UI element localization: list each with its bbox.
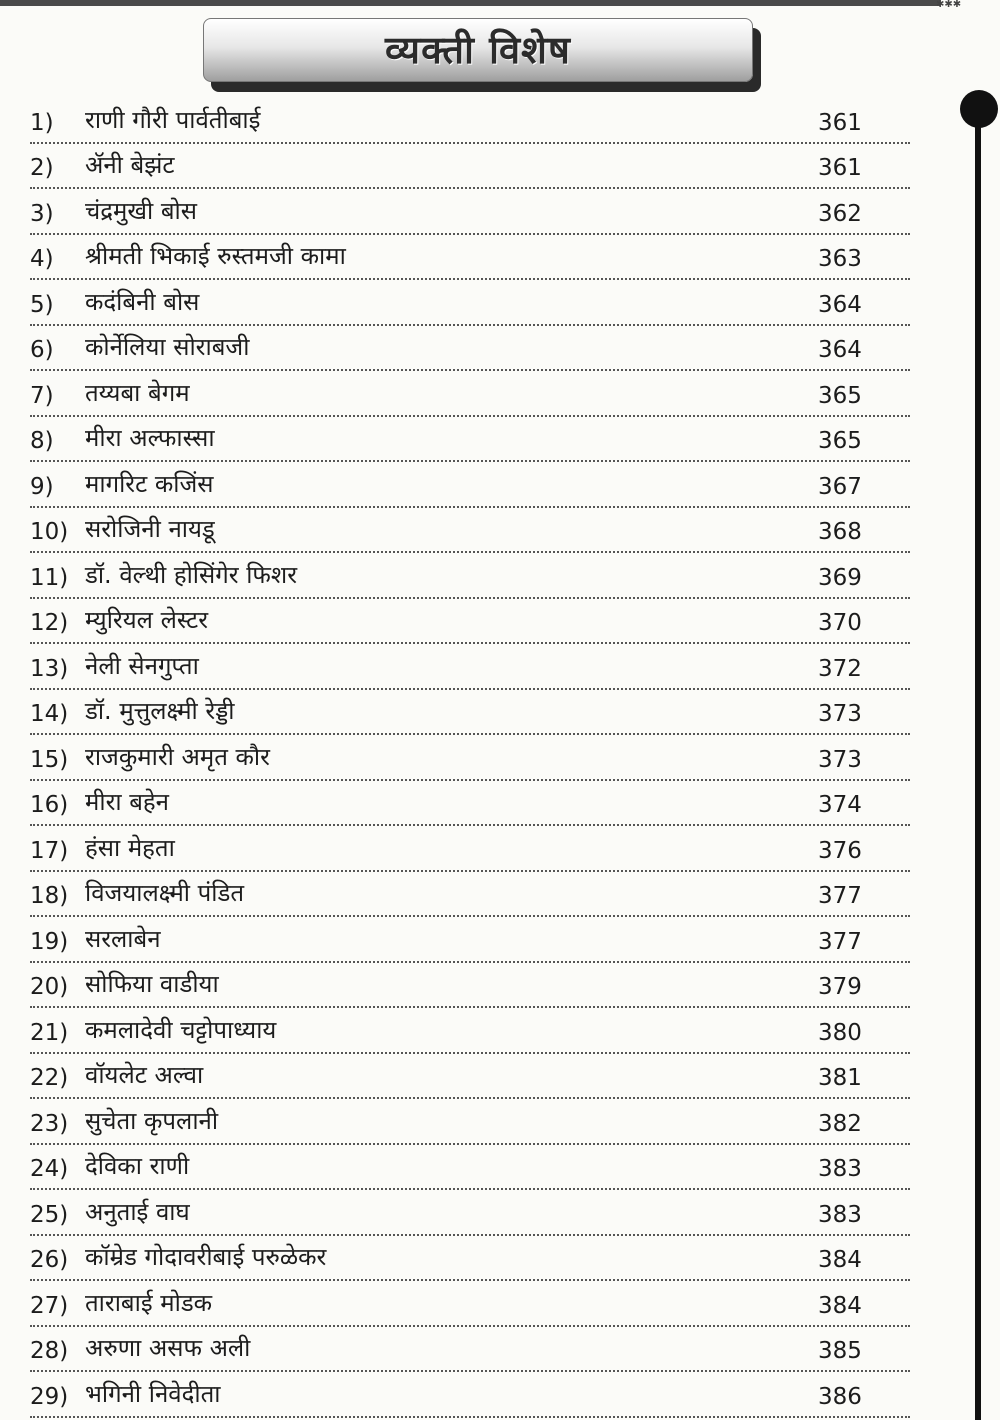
entry-number: 16) [30,792,69,818]
entry-page-number: 364 [818,337,862,363]
entry-name: म्युरियल लेस्टर [85,606,209,634]
entry-number: 9) [30,473,54,500]
entry-page-number: 384 [818,1247,862,1273]
toc-entry[interactable] [30,189,910,235]
toc-entry[interactable] [30,462,910,508]
toc-entry[interactable] [30,917,910,963]
entry-name: राणी गौरी पार्वतीबाई [85,105,261,134]
entry-page-number: 361 [818,109,862,136]
entry-number: 1) [30,109,54,136]
entry-page-number: 374 [818,792,862,818]
entry-number: 10) [30,519,69,545]
entry-number: 27) [30,1292,69,1319]
entry-name: श्रीमती भिकाई रुस्तमजी कामा [85,242,346,270]
entry-name: कोर्नेलिया सोराबजी [85,333,250,361]
toc-entry[interactable] [30,326,910,372]
table-of-contents [30,98,910,1418]
entry-number: 12) [30,610,69,636]
toc-entry[interactable] [30,1372,910,1418]
entry-page-number: 365 [818,382,862,409]
toc-entry[interactable] [30,735,910,781]
entry-name: ताराबाई मोडक [85,1288,213,1317]
toc-entry[interactable] [30,553,910,599]
entry-number: 17) [30,837,69,864]
entry-number: 15) [30,746,69,773]
entry-name: डॉ. मुत्तुलक्ष्मी रेड्डी [85,697,235,725]
entry-page-number: 380 [818,1019,862,1046]
entry-name: देविका राणी [85,1152,190,1180]
entry-name: कॉम्रेड गोदावरीबाई परुळेकर [85,1243,327,1271]
entry-name: सुचेता कृपलानी [85,1106,219,1135]
toc-entry[interactable] [30,1145,910,1191]
entry-name: मागरिट कजिंस [85,469,214,498]
entry-page-number: 370 [818,610,862,636]
entry-number: 11) [30,564,69,591]
entry-number: 3) [30,200,54,227]
entry-number: 7) [30,382,54,409]
entry-page-number: 361 [818,155,862,181]
entry-page-number: 383 [818,1201,862,1228]
entry-page-number: 376 [818,837,862,864]
entry-name: नेली सेनगुप्ता [85,651,199,680]
entry-page-number: 373 [818,701,862,727]
toc-entry[interactable] [30,872,910,918]
entry-name: कदंबिनी बोस [85,287,200,316]
toc-entry[interactable] [30,1236,910,1282]
toc-entry[interactable] [30,1054,910,1100]
entry-page-number: 368 [818,519,862,545]
entry-number: 28) [30,1338,69,1364]
toc-entry[interactable] [30,508,910,554]
toc-entry[interactable] [30,644,910,690]
entry-number: 2) [30,155,54,181]
toc-entry[interactable] [30,98,910,144]
entry-number: 21) [30,1019,69,1046]
entry-number: 22) [30,1065,69,1091]
toc-entry[interactable] [30,371,910,417]
entry-page-number: 381 [818,1065,862,1091]
entry-page-number: 373 [818,746,862,773]
entry-name: वॉयलेट अल्वा [85,1061,204,1089]
entry-name: डॉ. वेल्थी होसिंगेर फिशर [85,560,298,589]
entry-name: भगिनी निवेदीता [85,1379,221,1408]
toc-entry[interactable] [30,235,910,281]
toc-entry[interactable] [30,963,910,1009]
entry-page-number: 362 [818,200,862,227]
entry-number: 4) [30,246,54,272]
corner-ornament-icon: ✱✱✱ [936,0,962,10]
entry-page-number: 363 [818,246,862,272]
toc-entry[interactable] [30,144,910,190]
entry-number: 19) [30,928,69,955]
entry-number: 20) [30,974,69,1000]
entry-number: 23) [30,1110,69,1137]
toc-entry[interactable] [30,1099,910,1145]
toc-entry[interactable] [30,1281,910,1327]
section-title-plate [203,18,753,82]
entry-name: अरुणा असफ अली [85,1334,251,1362]
toc-entry[interactable] [30,417,910,463]
entry-page-number: 377 [818,928,862,955]
toc-entry[interactable] [30,690,910,736]
entry-number: 8) [30,428,54,454]
entry-page-number: 377 [818,883,862,909]
entry-page-number: 385 [818,1338,862,1364]
entry-name: तय्यबा बेगम [85,378,190,407]
top-border-rule [0,0,940,6]
entry-number: 26) [30,1247,69,1273]
entry-name: मीरा बहेन [85,788,169,816]
entry-name: मीरा अल्फास्सा [85,424,215,452]
entry-name: सोफिया वाडीया [85,970,219,998]
entry-number: 29) [30,1383,69,1410]
entry-page-number: 369 [818,564,862,591]
entry-name: सरलाबेन [85,924,161,953]
entry-number: 6) [30,337,54,363]
entry-number: 25) [30,1201,69,1228]
entry-name: विजयालक्ष्मी पंडित [85,879,245,907]
entry-name: ॲनी बेझंट [85,151,175,179]
entry-page-number: 367 [818,473,862,500]
entry-name: राजकुमारी अमृत कौर [85,742,270,771]
entry-page-number: 383 [818,1156,862,1182]
entry-page-number: 372 [818,655,862,682]
entry-number: 13) [30,655,69,682]
entry-name: चंद्रमुखी बोस [85,196,197,225]
toc-entry[interactable] [30,599,910,645]
entry-page-number: 386 [818,1383,862,1410]
entry-page-number: 384 [818,1292,862,1319]
section-title: व्यक्ती विशेष [385,28,571,72]
entry-number: 14) [30,701,69,727]
entry-name: कमलादेवी चट्टोपाध्याय [85,1015,277,1044]
toc-entry[interactable] [30,280,910,326]
entry-page-number: 364 [818,291,862,318]
side-bar-rule [975,108,981,1420]
toc-entry[interactable] [30,1327,910,1373]
toc-entry[interactable] [30,1008,910,1054]
entry-page-number: 365 [818,428,862,454]
entry-number: 5) [30,291,54,318]
entry-name: सरोजिनी नायडू [85,515,215,543]
entry-page-number: 382 [818,1110,862,1137]
toc-entry[interactable] [30,826,910,872]
entry-page-number: 379 [818,974,862,1000]
entry-number: 24) [30,1156,69,1182]
toc-entry[interactable] [30,781,910,827]
entry-number: 18) [30,883,69,909]
toc-entry[interactable] [30,1190,910,1236]
entry-name: हंसा मेहता [85,833,175,862]
entry-name: अनुताई वाघ [85,1197,190,1226]
